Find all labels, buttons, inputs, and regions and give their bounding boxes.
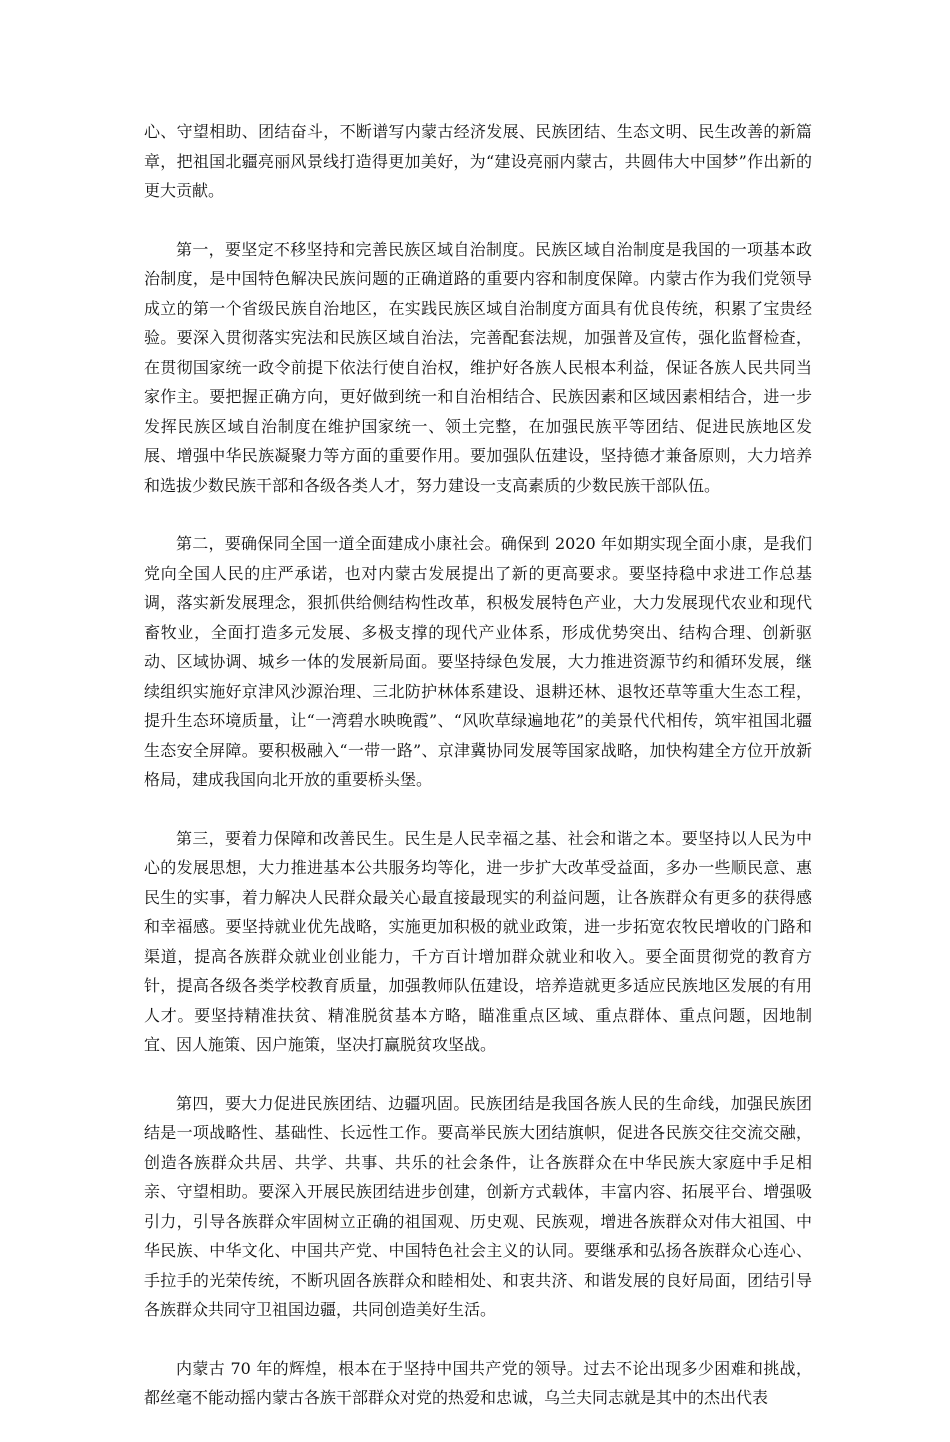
paragraph-fourth-point: 第四，要大力促进民族团结、边疆巩固。民族团结是我国各族人民的生命线，加强民族团结是一项战略性、基础性、长远性工作。要高举民族大团结旗帜，促进各民族交往交流交融，创造各族群众共居、共学、共事、共乐的社会条件，让各族群众在中华民族大家庭中手足相亲、守望相助。要深入开展民族团结进步创建，创新方式载体，丰富内容、拓展平台、增强吸引力，引导各族群众牢固树立正确的祖国观、历史观、民族观，增进各族群众对伟大祖国、中华民族、中华文化、中国共产党、中国特色社会主义的认同。要继承和弘扬各族群众心连心、手拉手的光荣传统，不断巩固各族群众和睦相处、和衷共济、和谐发展的良好局面，团结引导各族群众共同守卫祖国边疆，共同创造美好生活。	[144, 1093, 812, 1319]
paragraph-continuation: 心、守望相助、团结奋斗，不断谱写内蒙古经济发展、民族团结、生态文明、民生改善的新篇章，把祖国北疆亮丽风景线打造得更加美好，为“建设亮丽内蒙古，共圆伟大中国梦”作出新的更大贡献。	[144, 122, 812, 200]
paragraph-party-leadership: 内蒙古 70 年的辉煌，根本在于坚持中国共产党的领导。过去不论出现多少困难和挑战，都丝毫不能动摇内蒙古各族干部群众对党的热爱和忠诚，乌兰夫同志就是其中的杰出代表	[144, 1358, 812, 1407]
document-page	[144, 117, 812, 1442]
paragraph-first-point: 第一，要坚定不移坚持和完善民族区域自治制度。民族区域自治制度是我国的一项基本政治制度，是中国特色解决民族问题的正确道路的重要内容和制度保障。内蒙古作为我们党领导成立的第一个省级民族自治地区，在实践民族区域自治制度方面具有优良传统，积累了宝贵经验。要深入贯彻落实宪法和民族区域自治法，完善配套法规，加强普及宣传，强化监督检查，在贯彻国家统一政令前提下依法行使自治权，维护好各族人民根本利益，保证各族人民共同当家作主。要把握正确方向，更好做到统一和自治相结合、民族因素和区域因素相结合，进一步发挥民族区域自治制度在维护国家统一、领土完整，在加强民族平等团结、促进民族地区发展、增强中华民族凝聚力等方面的重要作用。要加强队伍建设，坚持德才兼备原则，大力培养和选拔少数民族干部和各级各类人才，努力建设一支高素质的少数民族干部队伍。	[144, 239, 812, 495]
paragraph-third-point: 第三，要着力保障和改善民生。民生是人民幸福之基、社会和谐之本。要坚持以人民为中心的发展思想，大力推进基本公共服务均等化，进一步扩大改革受益面，多办一些顺民意、惠民生的实事，着力解决人民群众最关心最直接最现实的利益问题，让各族群众有更多的获得感和幸福感。要坚持就业优先战略，实施更加积极的就业政策，进一步拓宽农牧民增收的门路和渠道，提高各族群众就业创业能力，千方百计增加群众就业和收入。要全面贯彻党的教育方针，提高各级各类学校教育质量，加强教师队伍建设，培养造就更多适应民族地区发展的有用人才。要坚持精准扶贫、精准脱贫基本方略，瞄准重点区域、重点群体、重点问题，因地制宜、因人施策、因户施策，坚决打赢脱贫攻坚战。	[144, 828, 812, 1054]
paragraph-second-point: 第二，要确保同全国一道全面建成小康社会。确保到 2020 年如期实现全面小康，是我们党向全国人民的庄严承诺，也对内蒙古发展提出了新的更高要求。要坚持稳中求进工作总基调，落实新发展理念，狠抓供给侧结构性改革，积极发展特色产业，大力发展现代农业和现代畜牧业，全面打造多元发展、多极支撑的现代产业体系，形成优势突出、结构合理、创新驱动、区域协调、城乡一体的发展新局面。要坚持绿色发展，大力推进资源节约和循环发展，继续组织实施好京津风沙源治理、三北防护林体系建设、退耕还林、退牧还草等重大生态工程，提升生态环境质量，让“一湾碧水映晚霞”、“风吹草绿遍地花”的美景代代相传，筑牢祖国北疆生态安全屏障。要积极融入“一带一路”、京津冀协同发展等国家战略，加快构建全方位开放新格局，建成我国向北开放的重要桥头堡。	[144, 534, 812, 789]
